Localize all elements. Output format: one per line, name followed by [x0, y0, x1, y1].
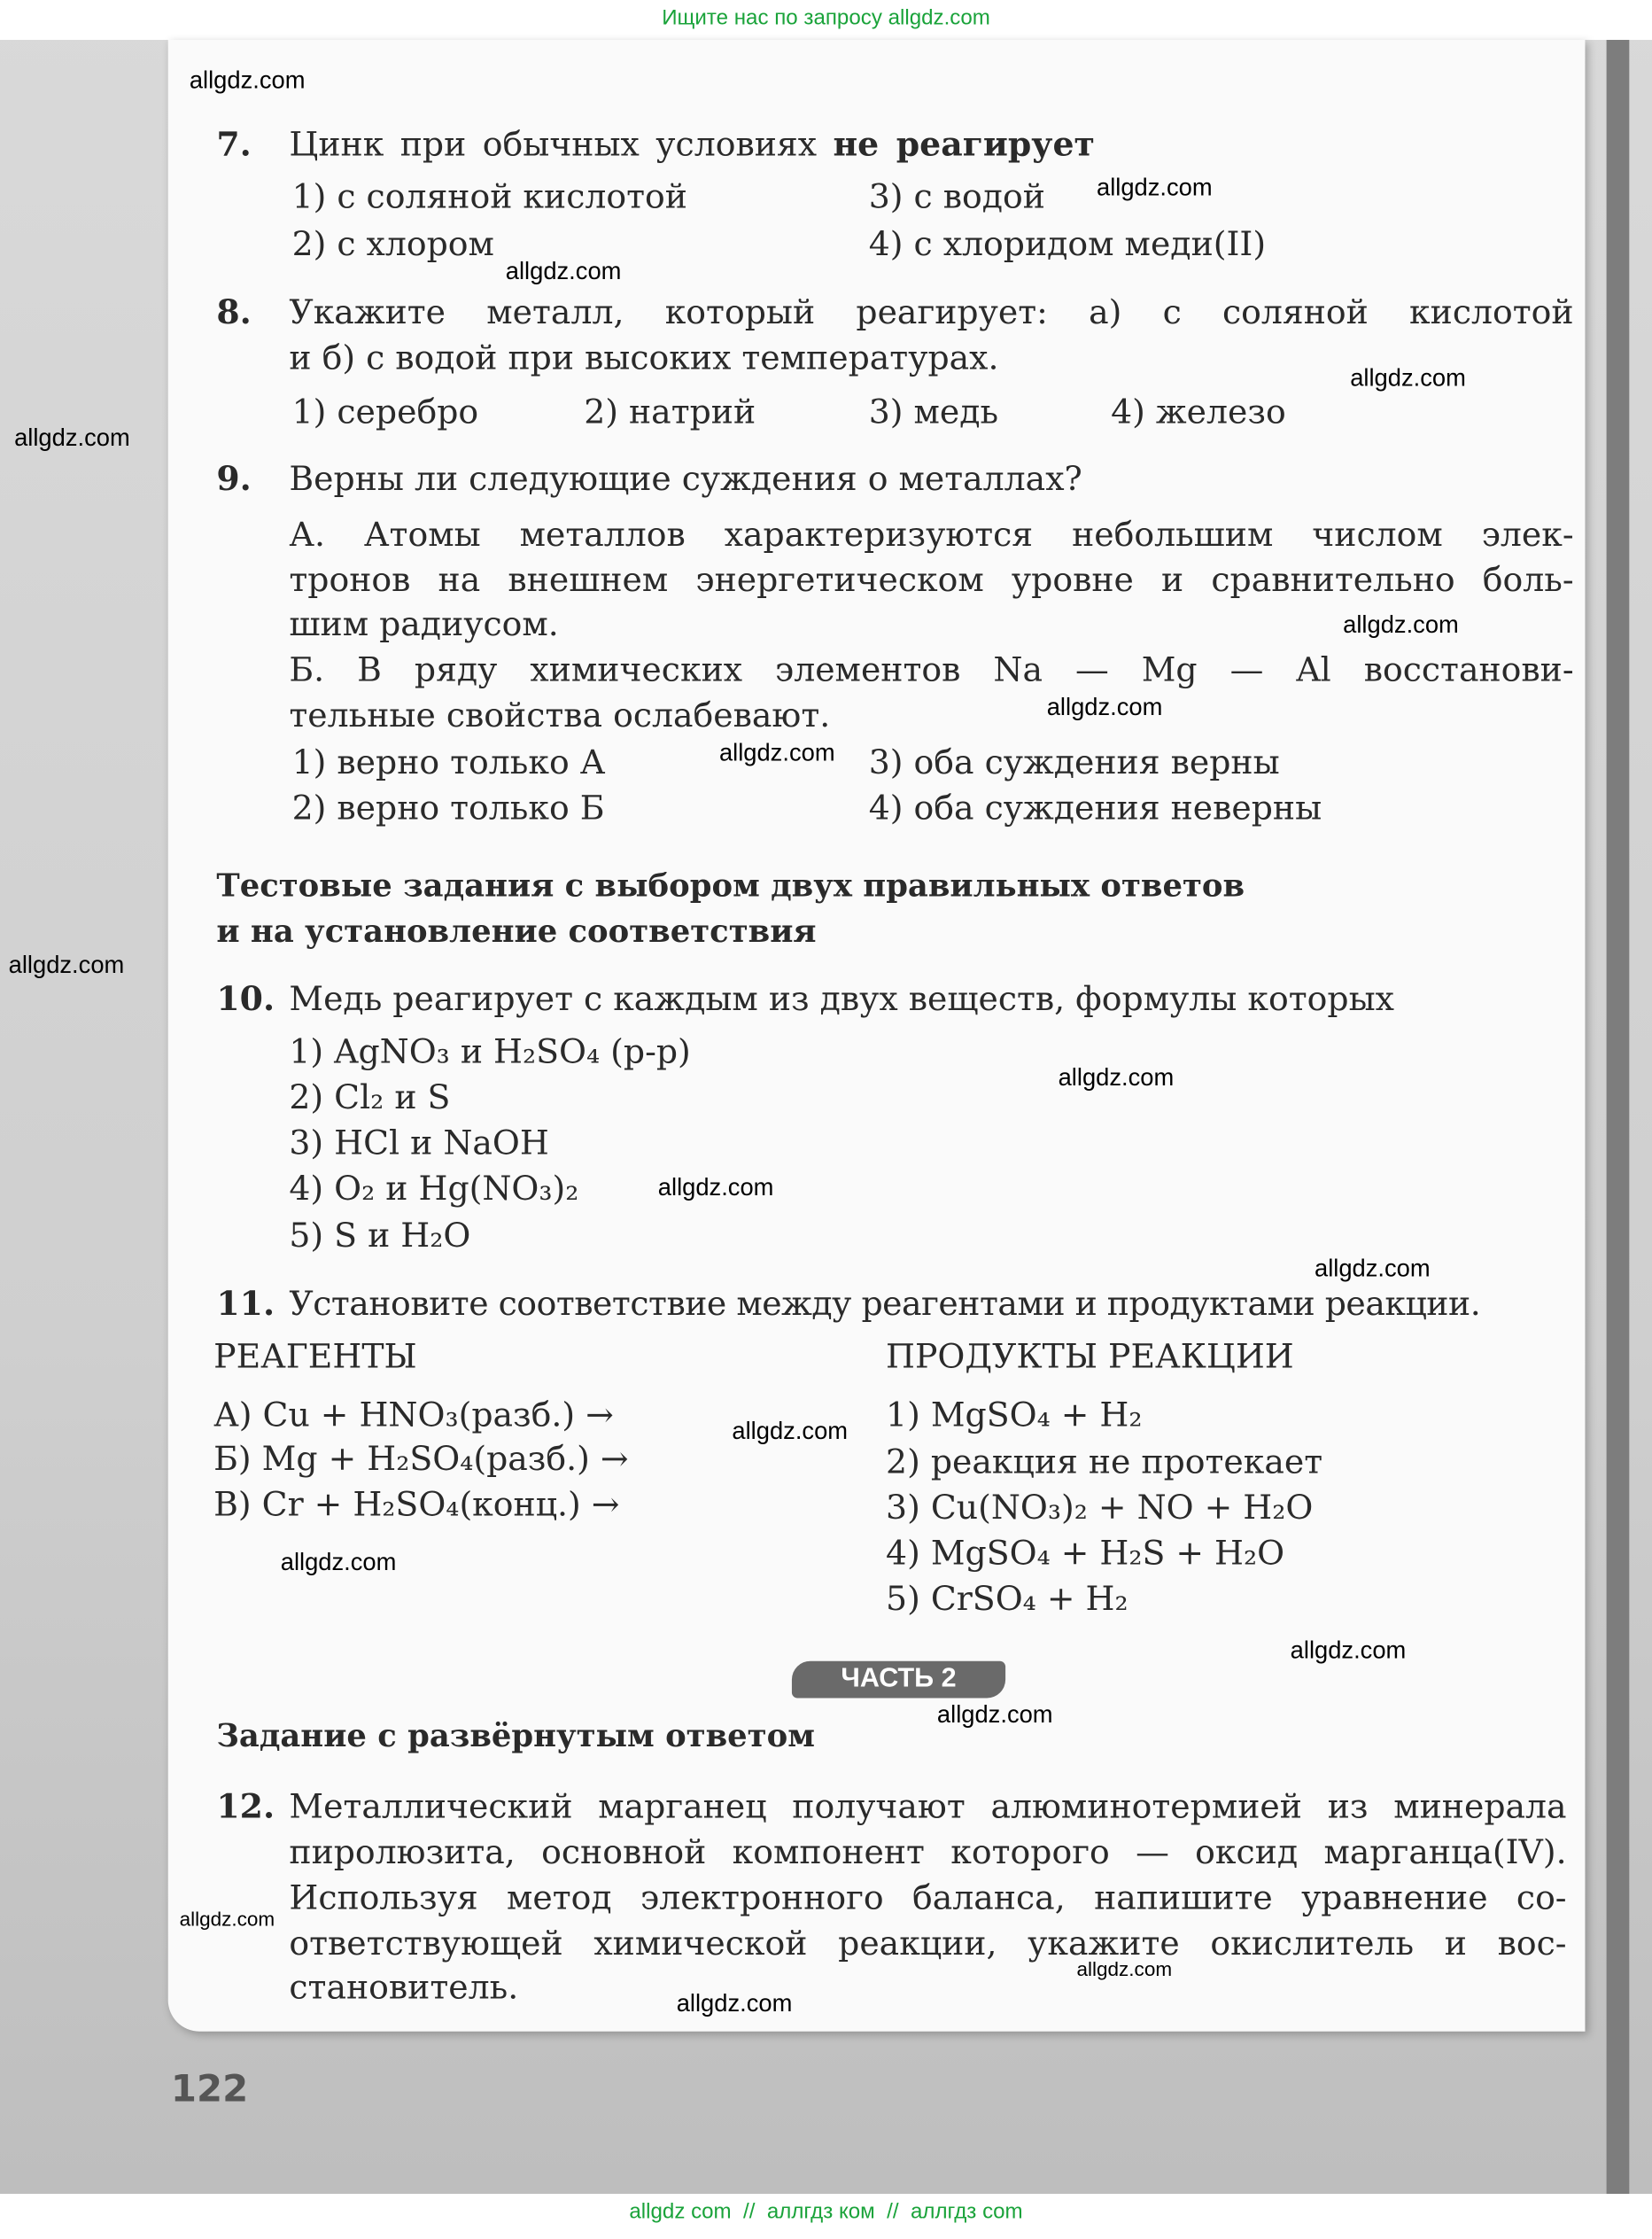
- q8-option-1: 1) серебро: [291, 392, 479, 432]
- q8-option-4: 4) железо: [1111, 392, 1286, 432]
- watermark: allgdz.com: [280, 1548, 397, 1576]
- q10-option-3: 3) HCl и NaOH: [289, 1122, 549, 1162]
- q11-text: Установите соответствие между реагентами и продуктами реакции.: [289, 1283, 1481, 1324]
- q12-line: становитель.: [289, 1967, 519, 2008]
- page-number: 122: [170, 2068, 249, 2111]
- q10-option-5: 5) S и H₂O: [289, 1215, 471, 1256]
- watermark: allgdz.com: [8, 952, 125, 979]
- q7-option-3: 3) с водой: [868, 176, 1045, 217]
- q11-number: 11.: [216, 1283, 275, 1324]
- section-heading: и на установление соответствия: [216, 913, 817, 951]
- product-5: 5) CrSO₄ + H₂: [886, 1578, 1128, 1619]
- product-4: 4) MgSO₄ + H₂S + H₂O: [886, 1532, 1285, 1574]
- watermark: allgdz.com: [505, 258, 622, 285]
- q8-line: и б) с водой при высоких температурах.: [289, 338, 999, 378]
- section-heading: Тестовые задания с выбором двух правильных ответов: [216, 867, 1245, 905]
- top-banner[interactable]: Ищите нас по запросу allgdz.com: [662, 5, 990, 30]
- q12-line: ответствующей химической реакции, укажите окислитель и вос-: [289, 1923, 1567, 1963]
- q10-option-4: 4) O₂ и Hg(NO₃)₂: [289, 1168, 579, 1209]
- q10-option-1: 1) AgNO₃ и H₂SO₄ (р-р): [289, 1031, 691, 1072]
- q8-option-3: 3) медь: [868, 392, 999, 432]
- q7-number: 7.: [216, 123, 252, 164]
- products-header: ПРОДУКТЫ РЕАКЦИИ: [886, 1336, 1294, 1377]
- q9-option-2: 2) верно только Б: [291, 788, 605, 828]
- watermark: allgdz.com: [1076, 1957, 1173, 1980]
- q12-number: 12.: [216, 1786, 275, 1827]
- q7-emphasis: не реагирует: [833, 123, 1095, 164]
- q8-number: 8.: [216, 292, 252, 332]
- q9-option-3: 3) оба суждения верны: [868, 742, 1280, 782]
- q9-statement-a: шим радиусом.: [289, 603, 559, 644]
- q10-number: 10.: [216, 978, 275, 1019]
- q9-statement-a: А. Атомы металлов характеризуются небольшим числом элек-: [289, 514, 1574, 555]
- watermark: allgdz.com: [14, 424, 130, 452]
- q12-line: Металлический марганец получают алюминотермией из минерала: [289, 1786, 1567, 1827]
- q8-option-2: 2) натрий: [584, 392, 756, 432]
- watermark: allgdz.com: [718, 739, 835, 766]
- q9-text: Верны ли следующие суждения о металлах?: [289, 458, 1082, 499]
- reagent-b: Б) Mg + H₂SO₄(разб.) →: [213, 1438, 629, 1479]
- watermark: allgdz.com: [657, 1173, 774, 1201]
- part-badge: ЧАСТЬ 2: [792, 1661, 1005, 1699]
- q9-statement-b: Б. В ряду химических элементов Na — Mg — Al восстанови-: [289, 649, 1574, 690]
- watermark: allgdz.com: [1097, 174, 1213, 201]
- reagents-header: РЕАГЕНТЫ: [213, 1336, 417, 1377]
- q12-line: пиролюзита, основной компонент которого — оксид марганца(IV).: [289, 1831, 1567, 1872]
- q12-line: Используя метод электронного баланса, напишите уравнение со-: [289, 1877, 1567, 1918]
- product-2: 2) реакция не протекает: [886, 1442, 1323, 1482]
- q9-number: 9.: [216, 458, 252, 499]
- q10-text: Медь реагирует с каждым из двух веществ, формулы которых: [289, 978, 1394, 1019]
- watermark: allgdz.com: [1350, 364, 1466, 393]
- q8-line: Укажите металл, который реагирует: а) с соляной кислотой: [289, 292, 1574, 332]
- product-3: 3) Cu(NO₃)₂ + NO + H₂O: [886, 1487, 1314, 1528]
- reagent-a: А) Cu + HNO₃(разб.) →: [213, 1395, 614, 1435]
- section-heading: Задание с развёрнутым ответом: [216, 1718, 815, 1755]
- q7-option-1: 1) с соляной кислотой: [291, 176, 687, 217]
- q7-option-2: 2) с хлором: [291, 223, 494, 264]
- q9-statement-b: тельные свойства ослабевают.: [289, 695, 831, 735]
- book-edge: [1607, 40, 1630, 2194]
- bottom-banner[interactable]: allgdz com // аллгдз ком // аллгдз com: [629, 2199, 1023, 2224]
- watermark: allgdz.com: [936, 1700, 1053, 1729]
- q7-text: [289, 122, 1095, 165]
- watermark: allgdz.com: [179, 1907, 275, 1931]
- watermark: allgdz.com: [676, 1990, 793, 2017]
- product-1: 1) MgSO₄ + H₂: [886, 1395, 1143, 1435]
- watermark: allgdz.com: [189, 66, 306, 95]
- watermark: allgdz.com: [732, 1417, 849, 1445]
- watermark: allgdz.com: [1314, 1255, 1431, 1283]
- watermark: allgdz.com: [1343, 610, 1459, 639]
- q10-option-2: 2) Cl₂ и S: [289, 1077, 451, 1117]
- watermark: allgdz.com: [1058, 1064, 1175, 1092]
- watermark: allgdz.com: [1046, 693, 1163, 721]
- q9-option-1: 1) верно только А: [291, 742, 606, 782]
- q7-question: Цинк при обычных условиях: [289, 123, 834, 164]
- reagent-c: В) Cr + H₂SO₄(конц.) →: [213, 1484, 620, 1525]
- q7-option-4: 4) с хлоридом меди(II): [868, 223, 1267, 264]
- watermark: allgdz.com: [1290, 1636, 1407, 1664]
- q9-statement-a: тронов на внешнем энергетическом уровне и сравнительно боль-: [289, 559, 1574, 600]
- q9-option-4: 4) оба суждения неверны: [868, 788, 1322, 828]
